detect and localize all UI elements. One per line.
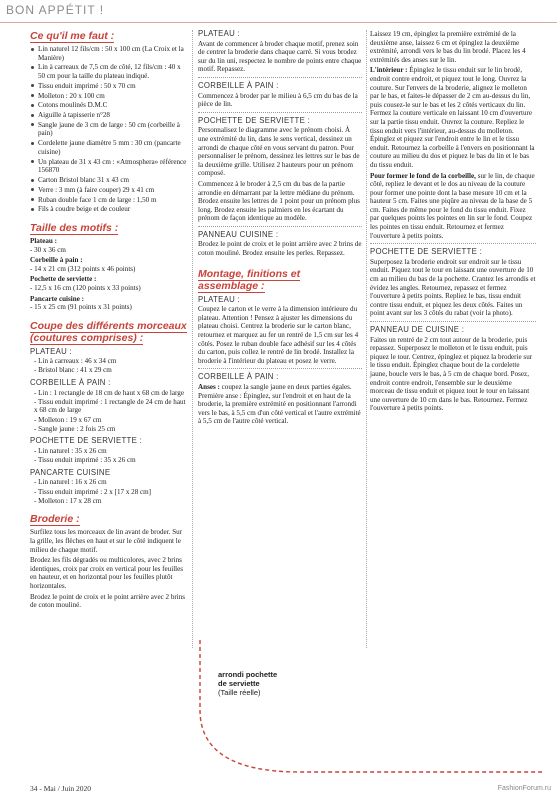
- broderie-text: Surfilez tous les morceaux de lin avant de broder. Sur la grille, les flèches en haut et sur le côté indiquent le milieu de chaque motif.: [30, 528, 183, 554]
- cut-title-2: (coutures comprises) :: [30, 331, 144, 344]
- cut-list-corbeille: [30, 389, 188, 434]
- paragraph: Commencez à broder par le milieu à 6,5 cm du bas de la pièce de lin.: [198, 91, 358, 109]
- paragraph-lead: Pour former le fond de la corbeille,: [370, 171, 476, 180]
- broderie-title: Broderie :: [30, 513, 80, 526]
- paragraph: Brodez le point de croix et le point arrière avec 2 brins de coton mouliné. Brodez ensuite les perles. Repassez.: [198, 240, 362, 258]
- section-head: PANNEAU DE CUISINE :: [370, 325, 465, 334]
- divider: [198, 368, 362, 369]
- caption-line: de serviette: [218, 679, 260, 688]
- paragraph-body: coupez la sangle jaune en deux parties égales. Première anse : Épinglez, sur l'endroit et en haut de la broderie, la première extrémité en positionnant l'arrondi vers le bas, à 5,5 cm d'un côté vertical et l'autre extrémité à 5,5 cm de l'autre côté vertical.: [198, 383, 361, 426]
- paragraph: Laissez 19 cm, épinglez la première extrémité de la deuxième anse, laissez 6 cm et épinglez la deuxième extrémité, arrondi vers le bas du lin brodé. Placez les 4 extrémités des anses sur le lin.: [370, 30, 526, 64]
- section-head: CORBEILLE À PAIN :: [198, 372, 279, 382]
- pattern-outline: [200, 640, 542, 772]
- cut-title: Coupe des différents morceaux: [30, 319, 187, 332]
- section-head: PANNEAU CUISINE :: [198, 229, 279, 239]
- list-item: - Tissu enduit imprimé : 1 rectangle de 24 cm de haut x 68 cm de large: [34, 397, 186, 415]
- list-item: - Molleton : 17 x 28 cm: [34, 496, 102, 505]
- size-value: - 14 x 21 cm (312 points x 46 points): [30, 264, 136, 273]
- paragraph: Commencez à le broder à 2,5 cm du bas de la partie arrondie en démarrant par la lettre médiane du prénom. Brodez ensuite les lettres de 1 point pour un prénom plus long. Brodez ensuite les palmiers en les écartant du prénom de façon identique au modèle.: [198, 179, 360, 223]
- caption-line: (Taille réelle): [218, 688, 261, 697]
- section-head: POCHETTE DE SERVIETTE :: [198, 115, 311, 125]
- size-label: Corbeille à pain :: [30, 256, 83, 265]
- cut-head-corbeille: CORBEILLE À PAIN :: [30, 378, 111, 388]
- napkin-pouch-arc-pattern: [190, 640, 550, 780]
- cut-head-plateau: PLATEAU :: [30, 346, 72, 356]
- size-label: Pochette de serviette :: [30, 275, 97, 284]
- list-item: Sangle jaune de 3 cm de large : 50 cm (corbeille à pain): [30, 121, 188, 138]
- size-value: - 12,5 x 16 cm (120 points x 33 points): [30, 283, 141, 292]
- paragraph-body: Épinglez le tissu enduit sur le lin brodé, endroit contre endroit, et piquez tout le long. Ouvrez la couture. Sur l'envers de la broderie, alignez le molleton par le bas, et faites-le dépasser de 2 cm au-dessus du lin, puis cousez-le sur le bas et les 2 côtés verticaux du lin. Fermez la couture verticale en laissant 10 cm d'ouverture sur la partie tissu enduit. Ouvrez la couture. Repliez le tissu enduit vers l'intérieur, au-dessus du molleton. Épinglez et piquez sur l'endroit entre le lin et le tissu enduit. Retournez la corbeille à l'envers en positionnant la couture au milieu du dos et piquez le bas du lin et le bas du tissu enduit.: [370, 66, 535, 169]
- divider: [370, 243, 536, 244]
- paragraph: [370, 66, 536, 169]
- paragraph: [198, 383, 362, 426]
- paragraph-body: sur le lin, de chaque côté, repliez le devant et le dos au niveau de la couture pour former une pointe dont la base mesure 10 cm et la hauteur 5 cm. Faites une piqûre au niveau de la base de 5 cm. Faites de même pour le fond du tissu enduit. Fixez par quelques points les pointes en lin sur le fond. Coupez les pointes en tissu enduit. Retournez et fermez l'ouverture à petits points.: [370, 171, 535, 240]
- page-footer: 34 - Mai / Juin 2020: [30, 784, 92, 793]
- size-value: - 30 x 36 cm: [30, 245, 66, 254]
- size-value: - 15 x 25 cm (91 points x 31 points): [30, 303, 132, 312]
- size-label: Plateau :: [30, 236, 57, 245]
- column-instructions: [198, 30, 362, 428]
- section-head: CORBEILLE À PAIN :: [198, 80, 279, 90]
- divider: [198, 77, 362, 78]
- montage-title: Montage, finitions et assemblage :: [198, 267, 301, 292]
- list-item: Lin à carreaux de 7,5 cm de côté, 12 fils/cm : 40 x 50 cm pour la taille du plateau indiqué.: [30, 63, 188, 80]
- list-item: - Molleton : 19 x 67 cm: [34, 415, 102, 424]
- divider: [198, 226, 362, 227]
- list-item: Lin naturel 12 fils/cm : 50 x 100 cm (La Croix et la Manière): [30, 45, 188, 62]
- list-item: Cotons moulinés D.M.C: [30, 101, 188, 110]
- broderie-text: Brodez les fils dégradés ou multicolores, avec 2 brins identiques, croix par croix en vertical pour les feuilles en hauteur, et en horizontal pour les feuilles plutôt horizontales.: [30, 556, 184, 590]
- paragraph-lead: Anses :: [198, 383, 220, 391]
- list-item: Cordelette jaune diamètre 5 mm : 30 cm (pancarte cuisine): [30, 139, 188, 156]
- list-item: - Lin naturel : 35 x 26 cm: [34, 447, 107, 455]
- list-item: Aiguille à tapisserie n°28: [30, 111, 188, 120]
- materials-title: Ce qu'il me faut :: [30, 30, 115, 42]
- cut-head-pochette: POCHETTE DE SERVIETTE :: [30, 436, 143, 446]
- list-item: Tissu enduit imprimé : 50 x 70 cm: [30, 82, 188, 91]
- watermark: FashionForum.ru: [497, 785, 551, 792]
- sizes-block: [30, 237, 188, 312]
- section-head: POCHETTE DE SERVIETTE :: [370, 247, 483, 257]
- list-item: Molleton : 20 x 100 cm: [30, 92, 188, 101]
- paragraph: Avant de commencer à broder chaque motif, prenez soin de centrer la broderie dans chaque carré. Si vous brodez sur du lin uni, respectez le nombre de points entre chaque motif. Repassez.: [198, 39, 362, 74]
- paragraph: [370, 172, 536, 241]
- paragraph: Faites un rentré de 2 cm tout autour de la broderie, puis repassez. Superposez le molleton et le tissu enduit, puis piquez le tour. Centrez, épinglez et piquez la broderie sur le tissu enduit. Épinglez chaque bout de la cordelette jaune, boucle vers le bas, à 5 cm de chaque bord. Posez, endroit contre endroit, l'ensemble sur le deuxième morceau de tissu enduit et piquez tout le tour en laissant une ouverture de 10 cm dans le bas. Retournez. Fermez l'ouverture à petits points.: [370, 335, 533, 413]
- list-item: - Sangle jaune : 2 fois 25 cm: [34, 424, 116, 433]
- section-head: PLATEAU :: [198, 29, 240, 38]
- cut-list-plateau: [30, 357, 188, 375]
- list-item: - Lin naturel : 16 x 26 cm: [34, 478, 107, 487]
- list-item: - Tissu enduit imprimé : 2 x [17 x 28 cm]: [34, 487, 152, 496]
- sizes-title: Taille des motifs :: [30, 221, 119, 234]
- list-item: - Tissu enduit imprimé : 35 x 26 cm: [34, 456, 136, 465]
- section-head: PLATEAU :: [198, 294, 240, 304]
- magazine-title: BON APPÉTIT !: [6, 3, 105, 17]
- pattern-caption: [218, 670, 338, 697]
- cut-list-pancarte: [30, 478, 188, 505]
- size-label: Pancarte cuisine :: [30, 294, 84, 303]
- page-header: [0, 0, 557, 23]
- list-item: Un plateau de 31 x 43 cm : «Atmosphera» référence 156870: [30, 158, 188, 175]
- paragraph-lead: L'intérieur :: [370, 66, 408, 75]
- list-item: - Bristol blanc : 41 x 29 cm: [34, 366, 112, 375]
- divider: [198, 112, 362, 113]
- paragraph: Personnalisez le diagramme avec le prénom choisi. À une extrémité du lin, dans le sens vertical, dessinez un arrondi de chaque côté en vous servant du patron. Pour personnaliser le prénom, dessinez les lettres sur le bas de la deuxième grille. Utilisez 2 hauteurs pour un prénom composé.: [198, 126, 360, 178]
- list-item: Verre : 3 mm (à faire couper) 29 x 41 cm: [30, 186, 188, 195]
- column-divider: [192, 30, 193, 648]
- list-item: - Lin à carreaux : 46 x 34 cm: [34, 357, 117, 366]
- paragraph: Coupez le carton et le verre à la dimension intérieure du plateau. Attention ! Pensez à ajuster les dimensions du plateau choisi. Centrez la broderie sur le carton blanc, retournez et marquez au fer un rentré de 1,5 cm sur les 4 côtés. Posez le ruban double face adhésif sur les 4 côtés du carton, puis collez le rentré de lin brodé. Installez la broderie à l'intérieur du plateau et posez le verre.: [198, 305, 359, 365]
- broderie-text: Brodez le point de croix et le point arrière avec 2 brins de coton mouliné.: [30, 592, 186, 610]
- list-item: - Lin : 1 rectangle de 18 cm de haut x 68 cm de large: [34, 388, 184, 397]
- column-finishing: [370, 30, 536, 415]
- cut-head-pancarte: PANCARTE CUISINE: [30, 467, 111, 477]
- materials-list: [30, 45, 188, 214]
- list-item: Fils à coudre beige et de couleur: [30, 205, 188, 214]
- column-materials: [30, 30, 188, 612]
- list-item: Carton Bristol blanc 31 x 43 cm: [30, 176, 188, 185]
- paragraph: Superposez la broderie endroit sur endroit sur le tissu enduit. Piquez tout le tour en laissant une ouverture de 10 cm au milieu du bas de la pochette. Crantez les arrondis et évidez les angles. Retournez, repassez et fermez l'ouverture à petits points. Repliez le bas, tissu enduit contre tissu enduit, et piquez les deux côtés. Faites un point avant sur les 3 côtés du rabat (voir la photo).: [370, 257, 536, 318]
- column-divider: [366, 30, 367, 648]
- caption-line: arrondi pochette: [218, 670, 278, 679]
- cut-list-pochette: [30, 447, 188, 465]
- divider: [370, 321, 536, 322]
- list-item: Ruban double face 1 cm de large : 1,50 m: [30, 196, 188, 205]
